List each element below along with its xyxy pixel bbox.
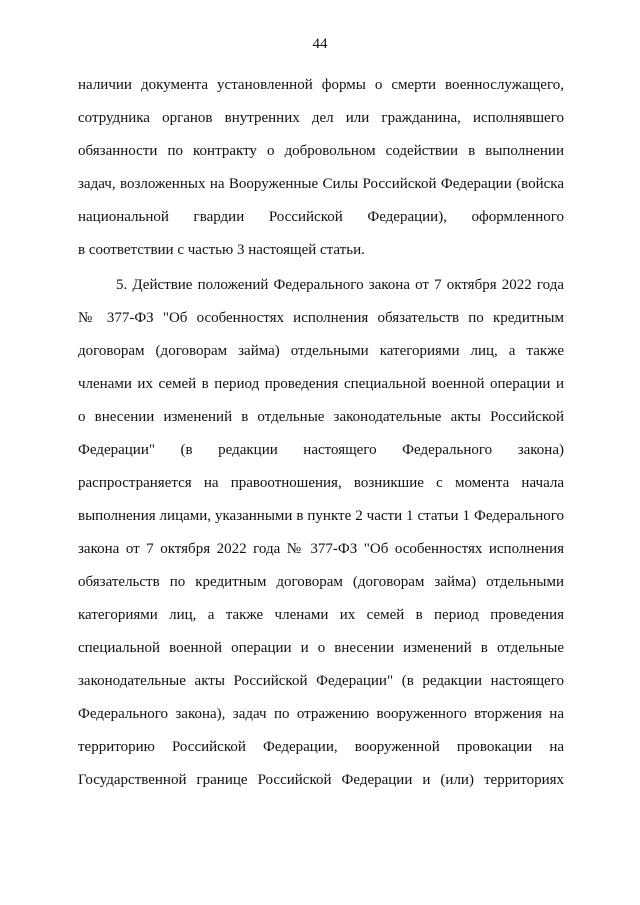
- text-line: распространяется на правоотношения, возникшие с момента начала: [78, 475, 564, 491]
- text-line: 5. Действие положений Федерального закона от 7 октября 2022 года: [116, 277, 564, 293]
- paragraph-continuation: [78, 69, 564, 267]
- text-line: о внесении изменений в отдельные законодательные акты Российской: [78, 409, 564, 425]
- text-line: членами их семей в период проведения специальной военной операции и: [78, 376, 564, 392]
- paragraph-item-5: [78, 269, 564, 797]
- text-line: территорию Российской Федерации, вооруженной провокации на: [78, 739, 564, 755]
- document-body: [78, 69, 564, 797]
- text-line: обязанности по контракту о добровольном содействии в выполнении: [78, 143, 564, 159]
- text-line: сотрудника органов внутренних дел или гражданина, исполнявшего: [78, 110, 564, 126]
- text-line: в соответствии с частью 3 настоящей статьи.: [78, 242, 365, 258]
- text-line: Федерации" (в редакции настоящего Федерального закона): [78, 442, 564, 458]
- text-line: законодательные акты Российской Федерации" (в редакции настоящего: [78, 673, 564, 689]
- text-line: договорам (договорам займа) отдельными категориями лиц, а также: [78, 343, 564, 359]
- text-line: задач, возложенных на Вооруженные Силы Российской Федерации (войска: [78, 176, 564, 192]
- text-line: специальной военной операции и о внесении изменений в отдельные: [78, 640, 564, 656]
- text-line: наличии документа установленной формы о смерти военнослужащего,: [78, 77, 564, 93]
- text-line: обязательств по кредитным договорам (договорам займа) отдельными: [78, 574, 564, 590]
- text-line: национальной гвардии Российской Федерации), оформленного: [78, 209, 564, 225]
- text-line: № 377-ФЗ "Об особенностях исполнения обязательств по кредитным: [78, 310, 564, 326]
- text-line: категориями лиц, а также членами их семей в период проведения: [78, 607, 564, 623]
- text-line: Государственной границе Российской Федерации и (или) территориях: [78, 772, 564, 788]
- text-line: выполнения лицами, указанными в пункте 2 части 1 статьи 1 Федерального: [78, 508, 564, 524]
- text-line: закона от 7 октября 2022 года № 377-ФЗ "Об особенностях исполнения: [78, 541, 564, 557]
- text-line: Федерального закона), задач по отражению вооруженного вторжения на: [78, 706, 564, 722]
- page-number: 44: [312, 36, 328, 52]
